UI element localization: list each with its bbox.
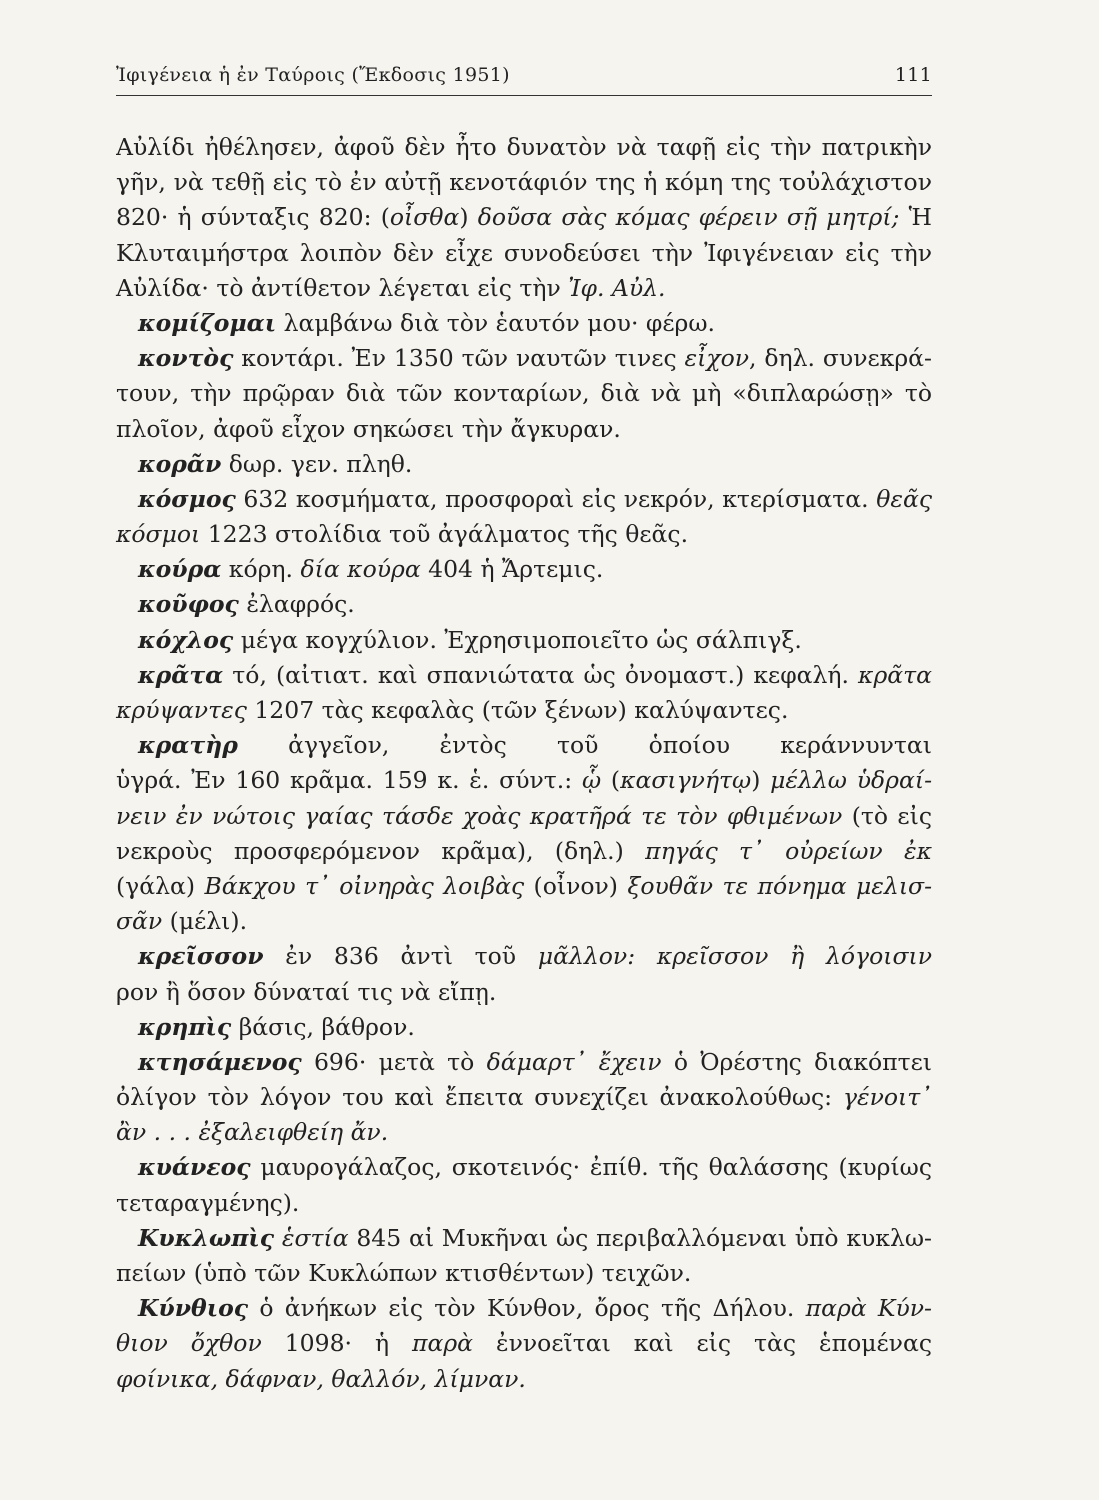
italic-text: κρᾶτα <box>858 660 932 689</box>
text-run: ὁ ἀνήκων εἰς τὸν Κύνθον, ὄρος τῆς Δήλου. <box>248 1294 806 1323</box>
italic-text: μέλλω ὑδραί- <box>770 766 932 795</box>
text-run: (γάλα) <box>116 871 205 900</box>
text-line <box>116 200 932 235</box>
italic-text: Βάκχου τ᾽ οἰνηρὰς λοιβὰς <box>204 871 525 900</box>
italic-text: οἶσθα <box>389 203 460 232</box>
text-run: δωρ. γεν. πληθ. <box>221 449 413 478</box>
running-header <box>116 64 932 96</box>
text-run: 404 ἡ Ἄρτεμις. <box>420 555 604 584</box>
headword: κυάνεος <box>138 1153 251 1182</box>
text-run: ἐννοεῖται καὶ εἰς τὰς ἑπομένας <box>495 1329 932 1358</box>
text-run: 632 κοσμήματα, προσφοραὶ εἰς νεκρόν, κτερίσματα. <box>235 484 877 513</box>
text-line <box>116 939 932 974</box>
glossary-text <box>116 130 932 1397</box>
text-run: 1223 στολίδια τοῦ ἀγάλματος τῆς θεᾶς. <box>200 520 689 549</box>
text-line <box>116 1010 932 1045</box>
text-line <box>116 1115 932 1150</box>
text-run: μέγα κογχύλιον. Ἐχρησιμοποιεῖτο ὡς σάλπιγξ. <box>233 625 802 654</box>
text-run: ὀλίγον τὸν λόγον του καὶ ἔπειτα συνεχίζει ἀνακολούθως: <box>116 1083 843 1112</box>
italic-text: κρύψαντες <box>116 696 247 724</box>
italic-text: νειν ἐν νώτοις γαίας τάσδε χοὰς κρατῆρά τε τὸν φθιμένων <box>116 801 843 830</box>
text-run: 696· μετὰ τὸ <box>301 1047 487 1076</box>
text-run: ἐλαφρός. <box>238 590 355 619</box>
text-line <box>116 271 932 306</box>
italic-text: μᾶλλον: κρεῖσσον ἢ λόγοισιν <box>537 942 932 971</box>
text-run: Ἡ <box>899 203 932 232</box>
italic-text: παρὰ <box>412 1329 474 1358</box>
italic-text: εἶχον <box>684 344 750 373</box>
text-run: τό, (αἰτιατ. καὶ σπανιώτατα ὡς ὀνομαστ.) κεφαλή. <box>223 660 859 689</box>
headword: κρατὴρ <box>138 731 238 760</box>
text-line <box>116 1221 932 1256</box>
italic-text: ᾧ <box>581 766 602 795</box>
text-line <box>116 165 932 200</box>
text-line <box>116 517 932 552</box>
headword: κούρα <box>138 555 222 584</box>
italic-text: κασιγνήτῳ <box>620 766 752 795</box>
italic-text: ἂν . . . ἐξαλειφθείη ἄν. <box>116 1118 389 1147</box>
headword: κοῦφος <box>138 590 239 619</box>
text-line <box>116 236 932 271</box>
text-run: ὑγρά. Ἐν 160 κρᾶμα. 159 κ. ἑ. σύντ.: <box>116 766 582 795</box>
text-run: 845 αἱ Μυκῆναι ὡς περιβαλλόμεναι ὑπὸ κυκλω- <box>348 1223 932 1252</box>
text-run: 1098· ἡ <box>261 1329 413 1358</box>
text-run: πλοῖον, ἀφοῦ εἶχον σηκώσει τὴν ἄγκυραν. <box>116 414 621 443</box>
italic-text: ἑστία <box>281 1223 349 1252</box>
headword: κοντὸς <box>138 344 234 373</box>
italic-text: κόσμοι <box>116 520 201 549</box>
text-line <box>116 341 932 376</box>
text-line <box>116 869 932 904</box>
text-run: ἐν 836 ἀντὶ τοῦ <box>263 942 538 971</box>
text-run: πείων (ὑπὸ τῶν Κυκλώπων κτισθέντων) τειχῶν. <box>116 1259 692 1287</box>
text-run: λαμβάνω διὰ τὸν ἑαυτόν μου· φέρω. <box>276 308 715 337</box>
text-line <box>116 975 932 1010</box>
text-run: βάσις, βάθρον. <box>231 1012 415 1041</box>
text-run: Αὐλίδι ἠθέλησεν, ἀφοῦ δὲν ἦτο δυνατὸν νὰ ταφῇ εἰς τὴν πατρικὴν <box>116 133 932 161</box>
headword: Κυκλωπὶς <box>138 1223 275 1252</box>
running-title: Ἰφιγένεια ἡ ἐν Ταύροις (Ἔκδοσις 1951) <box>116 64 510 86</box>
italic-text: πηγάς τ᾽ οὐρείων ἐκ <box>645 836 932 865</box>
page-number: 111 <box>894 64 932 86</box>
text-run: γῆν, νὰ τεθῇ εἰς τὸ ἐν αὐτῇ κενοτάφιόν της ἡ κόμη της τοὐλάχιστον <box>116 168 932 197</box>
italic-text: γένοιτ᾽ <box>842 1083 932 1112</box>
text-run: 820· ἡ σύνταξις 820: ( <box>116 203 390 232</box>
text-run: κόρη. <box>221 555 301 584</box>
text-line <box>116 447 932 482</box>
text-line <box>116 904 932 939</box>
headword: κόχλος <box>138 625 234 654</box>
text-run <box>274 1224 282 1252</box>
headword: κρηπὶς <box>138 1012 232 1041</box>
italic-text: δοῦσα σὰς κόμας φέρειν σῇ μητρί; <box>477 203 900 232</box>
text-line <box>116 658 932 693</box>
text-run: ( <box>601 766 621 795</box>
italic-text: δία κούρα <box>300 555 421 584</box>
italic-text: Ἰφ. Αὐλ. <box>568 273 666 302</box>
headword: Κύνθιος <box>138 1294 249 1323</box>
italic-text: θεᾶς <box>876 484 932 513</box>
text-line <box>116 693 932 728</box>
headword: κορᾶν <box>138 449 222 478</box>
text-run: Αὐλίδα· τὸ ἀντίθετον λέγεται εἰς τὴν <box>116 273 569 302</box>
text-run: τεταραγμένης). <box>116 1188 300 1217</box>
text-run: νεκροὺς προσφερόμενον κρᾶμα), (δηλ.) <box>116 836 646 865</box>
text-line <box>116 482 932 517</box>
text-run: Κλυταιμήστρα λοιπὸν δὲν εἶχε συνοδεύσει τὴν Ἰφιγένειαν εἰς τὴν <box>116 238 932 267</box>
text-line <box>116 1080 932 1115</box>
italic-text: σᾶν <box>116 907 163 936</box>
text-run: (μέλι). <box>162 907 248 936</box>
text-line <box>116 1256 932 1291</box>
text-line <box>116 130 932 165</box>
text-line <box>116 412 932 447</box>
italic-text: δάμαρτ᾽ ἔχειν <box>486 1047 662 1076</box>
text-line <box>116 1186 932 1221</box>
text-line <box>116 728 932 763</box>
text-line <box>116 376 932 411</box>
text-line <box>116 763 932 798</box>
text-run: τουν, τὴν πρῷραν διὰ τῶν κονταρίων, διὰ νὰ μὴ «διπλαρώσῃ» τὸ <box>116 379 932 408</box>
text-line <box>116 1150 932 1185</box>
headword: κομίζομαι <box>138 308 277 337</box>
headword: κρεῖσσον <box>138 942 264 971</box>
italic-text: φοίνικα, δάφναν, θαλλόν, λίμναν. <box>116 1364 526 1393</box>
text-line <box>116 623 932 658</box>
text-run: , δηλ. συνεκρά- <box>749 344 932 373</box>
headword: κρᾶτα <box>138 660 224 689</box>
text-run: (τὸ εἰς <box>851 801 932 830</box>
text-line <box>116 1045 932 1080</box>
text-line <box>116 552 932 587</box>
text-run: ὁ Ὀρέστης διακόπτει <box>661 1047 932 1076</box>
italic-text: παρὰ Κύν- <box>805 1294 932 1323</box>
italic-text: ξουθᾶν τε πόνημα μελισ- <box>627 871 932 900</box>
text-line <box>116 1291 932 1326</box>
text-line <box>116 834 932 869</box>
text-run: 1207 τὰς κεφαλὰς (τῶν ξένων) καλύψαντες. <box>246 696 789 724</box>
text-line <box>116 799 932 834</box>
text-line <box>116 587 932 622</box>
text-run: ) <box>459 203 478 232</box>
headword: κόσμος <box>138 484 236 513</box>
headword: κτησάμενος <box>138 1047 302 1076</box>
italic-text: θιον ὄχθον <box>116 1329 262 1358</box>
text-run: ρον ἢ ὅσον δύναταί τις νὰ εἴπῃ. <box>116 977 497 1006</box>
text-run: ) <box>751 766 771 795</box>
text-run: κοντάρι. Ἐν 1350 τῶν ναυτῶν τινες <box>233 344 685 373</box>
text-run: (οἶνον) <box>524 871 628 900</box>
text-line <box>116 1326 932 1361</box>
text-run: μαυρογάλαζος, σκοτεινός· ἐπίθ. τῆς θαλάσσης (κυρίως <box>260 1153 932 1182</box>
text-line <box>116 306 932 341</box>
text-line <box>116 1362 932 1397</box>
text-run: ἀγγεῖον, ἐντὸς τοῦ ὁποίου κεράννυνται <box>288 731 932 760</box>
